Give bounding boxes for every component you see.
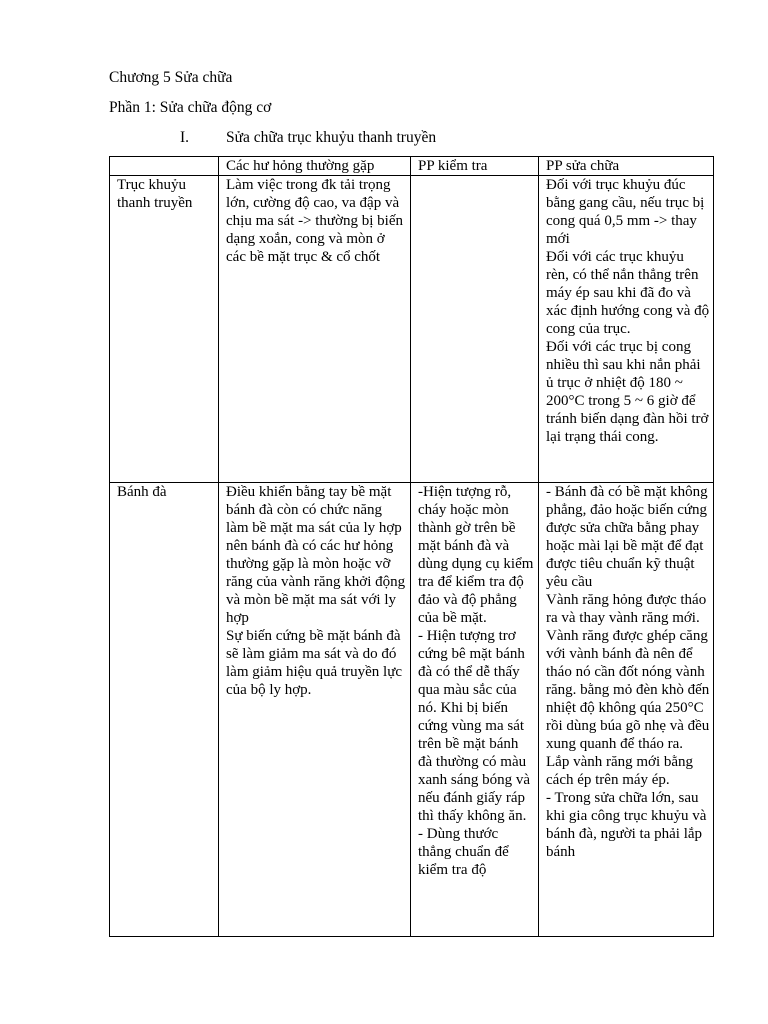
section-number: I. bbox=[180, 129, 190, 146]
table-row bbox=[110, 176, 714, 483]
table-header-row bbox=[110, 157, 714, 176]
cell-inspection bbox=[411, 176, 539, 483]
cell-repair: Đối với trục khuỷu đúc bằng gang cầu, nếu trục bị cong quá 0,5 mm -> thay mới Đối với các trục khuỷu rèn, có thể nắn thẳng trên máy ép sau khi đã đo và xác định hướng cong và độ cong của trục. Đối với các trục bị cong nhiều thì sau khi nắn phải ủ trục ở nhiệt độ 180 ~ 200°C trong 5 ~ 6 giờ để tránh biến dạng đàn hồi trở lại trạng thái cong. bbox=[539, 176, 714, 483]
repair-table bbox=[109, 156, 714, 937]
header-cell-repair: PP sửa chữa bbox=[539, 157, 714, 176]
chapter-heading: Chương 5 Sửa chữa bbox=[109, 69, 233, 86]
part-heading: Phần 1: Sửa chữa động cơ bbox=[109, 99, 272, 116]
cell-part: Bánh đà bbox=[110, 483, 219, 937]
cell-damage: Điều khiển bằng tay bề mặt bánh đà còn có chức năng làm bề mặt ma sát của ly hợp nên bánh đà có các hư hỏng thường gặp là mòn hoặc vỡ răng của vành răng khởi động và mòn bề mặt ma sát với ly hợp Sự biến cứng bề mặt bánh đà sẽ làm giảm ma sát và do đó làm giảm hiệu quả truyền lực của bộ ly hợp. bbox=[219, 483, 411, 937]
cell-damage: Làm việc trong đk tải trọng lớn, cường độ cao, va đập và chịu ma sát -> thường bị biến dạng xoắn, cong và mòn ở các bề mặt trục & cổ chốt bbox=[219, 176, 411, 483]
table-row bbox=[110, 483, 714, 937]
section-title: Sửa chữa trục khuỷu thanh truyền bbox=[226, 129, 437, 146]
cell-part: Trục khuỷu thanh truyền bbox=[110, 176, 219, 483]
header-cell-inspection: PP kiểm tra bbox=[411, 157, 539, 176]
cell-inspection: -Hiện tượng rỗ, cháy hoặc mòn thành gờ trên bề mặt bánh đà và dùng dụng cụ kiểm tra để kiểm tra độ đảo và độ phẳng của bề mặt. - Hiện tượng trơ cứng bê mặt bánh đà có thể dễ thấy qua màu sắc của nó. Khi bị biến cứng vùng ma sát trên bề mặt bánh đà thường có màu xanh sáng bóng và nếu đánh giấy ráp thì thấy không ăn. - Dùng thước thẳng chuẩn để kiểm tra độ bbox=[411, 483, 539, 937]
header-cell-damage: Các hư hỏng thường gặp bbox=[219, 157, 411, 176]
cell-repair: - Bánh đà có bề mặt không phẳng, đảo hoặc biến cứng được sửa chữa bằng phay hoặc mài lại bề mặt để đạt được tiêu chuẩn kỹ thuật yêu cầu Vành răng hỏng được tháo ra và thay vành răng mới. Vành răng được ghép căng với vành bánh đà nên để tháo nó cần đốt nóng vành răng. bằng mỏ đèn khò đến nhiệt độ không qúa 250°C rồi dùng búa gõ nhẹ và đều xung quanh để tháo ra. Lắp vành răng mới bằng cách ép trên máy ép. - Trong sửa chữa lớn, sau khi gia công trục khuỷu và bánh đà, người ta phải lắp bánh bbox=[539, 483, 714, 937]
header-cell-part bbox=[110, 157, 219, 176]
